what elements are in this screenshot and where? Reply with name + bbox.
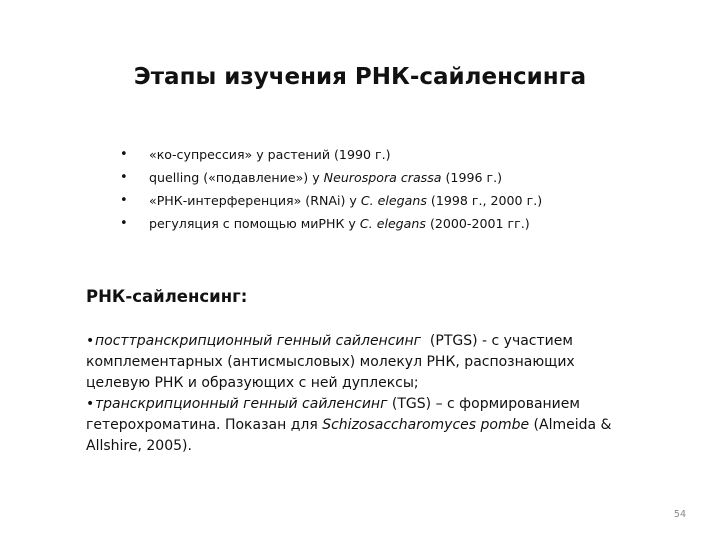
list-item-text: «ко-супрессия» у растений (1990 г.)	[149, 147, 391, 162]
bullet-icon: •	[120, 170, 128, 185]
tgs-line-3: Allshire, 2005).	[86, 438, 192, 454]
list-item-text: quelling («подавление») у	[149, 170, 324, 185]
species-name: Schizosaccharomyces pombe	[322, 417, 530, 433]
tgs-line-2	[86, 415, 626, 436]
ptgs-line-2: комплементарных (антисмысловых) молекул РНК, распознающих	[86, 354, 575, 370]
tgs-text: гетерохроматина. Показан для	[86, 417, 323, 433]
tgs-text: (TGS) – с формированием	[391, 396, 580, 412]
ptgs-term: посттранскрипционный генный сайленсинг	[95, 333, 422, 349]
tgs-line-1	[86, 394, 626, 415]
history-bullet-list	[120, 143, 640, 235]
bullet-icon: •	[86, 333, 95, 349]
bullet-icon: •	[120, 216, 128, 231]
list-item	[120, 189, 640, 212]
ptgs-line-3: целевую РНК и образующих с ней дуплексы;	[86, 375, 419, 391]
list-item	[120, 166, 640, 189]
bullet-icon: •	[120, 193, 128, 208]
section-subtitle: РНК-сайленсинг:	[86, 287, 248, 306]
species-name: Neurospora crassa	[323, 170, 442, 185]
list-item-text: «РНК-интерференция» (RNAi) у	[149, 193, 361, 208]
tgs-term: транскрипционный генный сайленсинг	[95, 396, 388, 412]
list-item	[120, 212, 640, 235]
list-item-text: (1996 г.)	[441, 170, 503, 185]
list-item-text: (2000-2001 гг.)	[425, 216, 530, 231]
slide-title: Этапы изучения РНК-сайленсинга	[133, 64, 587, 90]
list-item	[120, 143, 640, 166]
species-name: C. elegans	[360, 193, 427, 208]
list-item-text: (1998 г., 2000 г.)	[426, 193, 543, 208]
ptgs-text: (PTGS) - с участием	[429, 333, 573, 349]
page-number: 54	[673, 509, 686, 520]
tgs-text: (Almeida &	[529, 417, 612, 433]
list-item-text: регуляция с помощью миРНК у	[149, 216, 360, 231]
ptgs-line-1	[86, 331, 626, 352]
bullet-icon: •	[120, 147, 128, 162]
bullet-icon: •	[86, 396, 95, 412]
definitions-paragraph	[86, 331, 626, 457]
species-name: C. elegans	[359, 216, 426, 231]
